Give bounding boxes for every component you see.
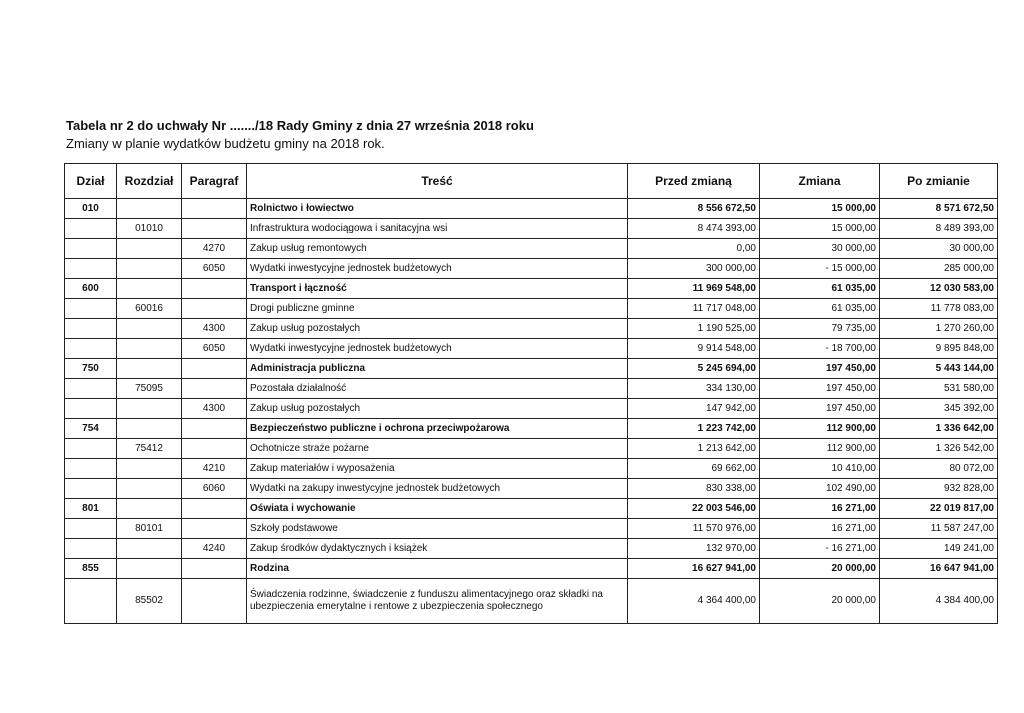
cell-przed-zmiana: 300 000,00 [628,259,760,279]
budget-changes-table [64,163,998,624]
cell-zmiana: 16 271,00 [760,499,880,519]
cell-zmiana: 15 000,00 [760,199,880,219]
cell-zmiana: 16 271,00 [760,519,880,539]
cell-zmiana: 10 410,00 [760,459,880,479]
cell-zmiana: 15 000,00 [760,219,880,239]
table-row [65,479,998,499]
cell-rozdzial: 60016 [117,299,182,319]
table-row-section [65,559,998,579]
table-row-section [65,199,998,219]
cell-rozdzial [117,459,182,479]
cell-paragraf [182,559,247,579]
cell-tresc: Wydatki na zakupy inwestycyjne jednostek budżetowych [247,479,628,499]
cell-po-zmianie: 149 241,00 [880,539,998,559]
cell-po-zmianie: 80 072,00 [880,459,998,479]
cell-rozdzial [117,539,182,559]
cell-zmiana: 79 735,00 [760,319,880,339]
column-header-przed-zmiana: Przed zmianą [628,164,760,199]
cell-paragraf: 4300 [182,319,247,339]
cell-tresc: Pozostała działalność [247,379,628,399]
cell-przed-zmiana: 22 003 546,00 [628,499,760,519]
cell-paragraf: 6050 [182,259,247,279]
cell-zmiana: - 16 271,00 [760,539,880,559]
cell-paragraf: 4210 [182,459,247,479]
cell-przed-zmiana: 1 223 742,00 [628,419,760,439]
table-row [65,299,998,319]
cell-tresc: Transport i łączność [247,279,628,299]
cell-tresc: Zakup usług remontowych [247,239,628,259]
table-row-section [65,419,998,439]
cell-po-zmianie: 5 443 144,00 [880,359,998,379]
cell-po-zmianie: 22 019 817,00 [880,499,998,519]
cell-tresc: Administracja publiczna [247,359,628,379]
cell-przed-zmiana: 334 130,00 [628,379,760,399]
cell-paragraf [182,299,247,319]
cell-przed-zmiana: 8 474 393,00 [628,219,760,239]
cell-paragraf: 4240 [182,539,247,559]
cell-paragraf [182,499,247,519]
cell-zmiana: - 15 000,00 [760,259,880,279]
cell-rozdzial [117,359,182,379]
cell-po-zmianie: 285 000,00 [880,259,998,279]
cell-rozdzial [117,239,182,259]
cell-rozdzial: 80101 [117,519,182,539]
cell-przed-zmiana: 16 627 941,00 [628,559,760,579]
cell-po-zmianie: 1 326 542,00 [880,439,998,459]
cell-przed-zmiana: 0,00 [628,239,760,259]
cell-przed-zmiana: 11 717 048,00 [628,299,760,319]
column-header-po-zmianie: Po zmianie [880,164,998,199]
cell-dzial [65,579,117,624]
cell-zmiana: 112 900,00 [760,419,880,439]
cell-dzial [65,519,117,539]
cell-tresc: Zakup usług pozostałych [247,319,628,339]
table-row [65,379,998,399]
table-row [65,519,998,539]
cell-zmiana: 112 900,00 [760,439,880,459]
cell-paragraf [182,219,247,239]
cell-tresc: Ochotnicze straże pożarne [247,439,628,459]
cell-dzial: 754 [65,419,117,439]
cell-przed-zmiana: 132 970,00 [628,539,760,559]
cell-zmiana: 61 035,00 [760,299,880,319]
cell-tresc: Drogi publiczne gminne [247,299,628,319]
cell-tresc: Zakup środków dydaktycznych i książek [247,539,628,559]
cell-rozdzial [117,399,182,419]
table-header-row [65,164,998,199]
cell-przed-zmiana: 11 969 548,00 [628,279,760,299]
cell-przed-zmiana: 147 942,00 [628,399,760,419]
cell-paragraf [182,379,247,399]
table-row [65,319,998,339]
cell-przed-zmiana: 5 245 694,00 [628,359,760,379]
cell-paragraf: 6060 [182,479,247,499]
cell-tresc: Szkoły podstawowe [247,519,628,539]
cell-dzial: 600 [65,279,117,299]
cell-dzial [65,399,117,419]
cell-po-zmianie: 9 895 848,00 [880,339,998,359]
cell-dzial [65,259,117,279]
cell-przed-zmiana: 1 213 642,00 [628,439,760,459]
cell-po-zmianie: 8 571 672,50 [880,199,998,219]
cell-paragraf: 4270 [182,239,247,259]
cell-po-zmianie: 345 392,00 [880,399,998,419]
cell-rozdzial [117,319,182,339]
document-subtitle: Zmiany w planie wydatków budżetu gminy na 2018 rok. [66,136,385,151]
cell-paragraf [182,359,247,379]
cell-po-zmianie: 932 828,00 [880,479,998,499]
cell-paragraf [182,419,247,439]
cell-po-zmianie: 8 489 393,00 [880,219,998,239]
cell-tresc: Bezpieczeństwo publiczne i ochrona przeciwpożarowa [247,419,628,439]
document-title: Tabela nr 2 do uchwały Nr ......./18 Rady Gminy z dnia 27 września 2018 roku [66,118,534,133]
cell-zmiana: 197 450,00 [760,379,880,399]
cell-rozdzial [117,339,182,359]
table-row-section [65,279,998,299]
cell-dzial: 010 [65,199,117,219]
cell-zmiana: 197 450,00 [760,399,880,419]
cell-po-zmianie: 11 587 247,00 [880,519,998,539]
cell-zmiana: - 18 700,00 [760,339,880,359]
cell-po-zmianie: 531 580,00 [880,379,998,399]
cell-zmiana: 20 000,00 [760,579,880,624]
column-header-dzial: Dział [65,164,117,199]
cell-rozdzial [117,199,182,219]
column-header-paragraf: Paragraf [182,164,247,199]
cell-dzial: 801 [65,499,117,519]
cell-przed-zmiana: 9 914 548,00 [628,339,760,359]
cell-przed-zmiana: 4 364 400,00 [628,579,760,624]
cell-po-zmianie: 4 384 400,00 [880,579,998,624]
cell-paragraf [182,439,247,459]
cell-paragraf: 6050 [182,339,247,359]
cell-rozdzial [117,259,182,279]
cell-zmiana: 197 450,00 [760,359,880,379]
cell-przed-zmiana: 8 556 672,50 [628,199,760,219]
cell-przed-zmiana: 11 570 976,00 [628,519,760,539]
cell-rozdzial: 75095 [117,379,182,399]
cell-dzial: 750 [65,359,117,379]
cell-tresc: Rolnictwo i łowiectwo [247,199,628,219]
cell-paragraf [182,579,247,624]
cell-paragraf: 4300 [182,399,247,419]
cell-paragraf [182,199,247,219]
table-row [65,439,998,459]
cell-zmiana: 61 035,00 [760,279,880,299]
cell-tresc: Wydatki inwestycyjne jednostek budżetowych [247,259,628,279]
table-row [65,459,998,479]
cell-zmiana: 30 000,00 [760,239,880,259]
table-row [65,219,998,239]
cell-dzial [65,379,117,399]
cell-tresc: Rodzina [247,559,628,579]
cell-rozdzial [117,559,182,579]
cell-dzial [65,479,117,499]
cell-po-zmianie: 1 336 642,00 [880,419,998,439]
cell-po-zmianie: 30 000,00 [880,239,998,259]
cell-po-zmianie: 12 030 583,00 [880,279,998,299]
cell-przed-zmiana: 1 190 525,00 [628,319,760,339]
cell-po-zmianie: 1 270 260,00 [880,319,998,339]
table-row [65,239,998,259]
cell-dzial [65,299,117,319]
cell-tresc: Zakup materiałów i wyposażenia [247,459,628,479]
cell-zmiana: 20 000,00 [760,559,880,579]
cell-tresc: Zakup usług pozostałych [247,399,628,419]
cell-przed-zmiana: 830 338,00 [628,479,760,499]
cell-zmiana: 102 490,00 [760,479,880,499]
table-row [65,579,998,624]
cell-dzial [65,439,117,459]
cell-tresc: Infrastruktura wodociągowa i sanitacyjna wsi [247,219,628,239]
column-header-rozdzial: Rozdział [117,164,182,199]
cell-rozdzial [117,479,182,499]
table-row [65,339,998,359]
cell-rozdzial [117,499,182,519]
table-row [65,539,998,559]
cell-dzial [65,219,117,239]
cell-paragraf [182,279,247,299]
cell-po-zmianie: 11 778 083,00 [880,299,998,319]
cell-po-zmianie: 16 647 941,00 [880,559,998,579]
cell-dzial: 855 [65,559,117,579]
cell-tresc: Wydatki inwestycyjne jednostek budżetowych [247,339,628,359]
column-header-tresc: Treść [247,164,628,199]
cell-paragraf [182,519,247,539]
cell-dzial [65,459,117,479]
table-row [65,399,998,419]
cell-dzial [65,339,117,359]
cell-tresc: Świadczenia rodzinne, świadczenie z funduszu alimentacyjnego oraz składki na ubezpieczenia emerytalne i rentowe z ubezpieczenia społecznego [247,579,628,624]
cell-dzial [65,539,117,559]
table-row-section [65,499,998,519]
cell-przed-zmiana: 69 662,00 [628,459,760,479]
cell-rozdzial: 01010 [117,219,182,239]
cell-rozdzial: 85502 [117,579,182,624]
cell-dzial [65,239,117,259]
cell-rozdzial [117,279,182,299]
column-header-zmiana: Zmiana [760,164,880,199]
table-row-section [65,359,998,379]
table-row [65,259,998,279]
cell-dzial [65,319,117,339]
cell-tresc: Oświata i wychowanie [247,499,628,519]
cell-rozdzial [117,419,182,439]
cell-rozdzial: 75412 [117,439,182,459]
